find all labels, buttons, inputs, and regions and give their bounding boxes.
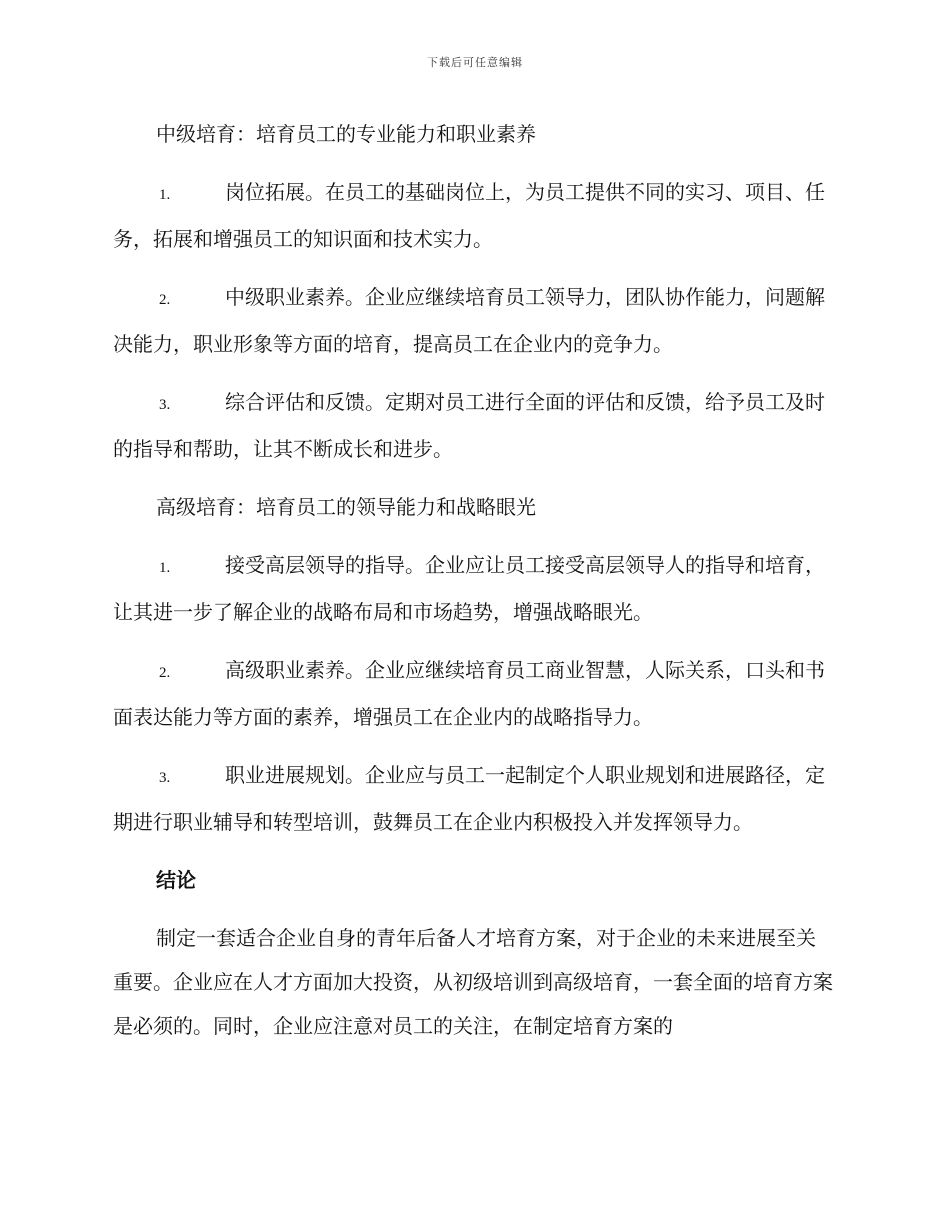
list-item-text: 高级职业素养。企业应继续培育员工商业智慧，人际关系，口头和书面表达能力等方面的素养，增强员工在企业内的战略指导力。 [113, 658, 825, 729]
document-body [113, 112, 833, 1062]
list-item [113, 753, 833, 844]
list-number: 3. [159, 397, 171, 413]
list-item [113, 543, 833, 634]
conclusion-heading: 结论 [156, 868, 196, 892]
section-title-intermediate: 中级培育：培育员工的专业能力和职业素养 [156, 122, 536, 146]
list-item-text: 职业进展规划。企业应与员工一起制定个人职业规划和进展路径，定期进行职业辅导和转型培训，鼓舞员工在企业内积极投入并发挥领导力。 [113, 763, 825, 834]
list-item [113, 275, 833, 366]
list-item [113, 648, 833, 739]
list-number: 1. [159, 560, 171, 576]
list-item-text: 岗位拓展。在员工的基础岗位上，为员工提供不同的实习、项目、任务，拓展和增强员工的知识面和技术实力。 [113, 180, 825, 251]
list-number: 2. [159, 665, 171, 681]
list-number: 3. [159, 770, 171, 786]
section-title-advanced: 高级培育：培育员工的领导能力和战略眼光 [156, 495, 536, 519]
list-number: 1. [159, 187, 171, 203]
list-item-text: 接受高层领导的指导。企业应让员工接受高层领导人的指导和培育，让其进一步了解企业的战略布局和市场趋势，增强战略眼光。 [113, 553, 825, 624]
list-item-text: 综合评估和反馈。定期对员工进行全面的评估和反馈，给予员工及时的指导和帮助，让其不断成长和进步。 [113, 390, 825, 461]
list-item [113, 170, 833, 261]
list-item [113, 380, 833, 471]
page-header-note: 下载后可任意编辑 [427, 56, 523, 69]
list-number: 2. [159, 292, 171, 308]
conclusion-paragraph: 制定一套适合企业自身的青年后备人才培育方案，对于企业的未来进展至关重要。企业应在人才方面加大投资，从初级培训到高级培育，一套全面的培育方案是必须的。同时，企业应注意对员工的关注，在制定培育方案的 [113, 926, 833, 1038]
list-item-text: 中级职业素养。企业应继续培育员工领导力，团队协作能力，问题解决能力，职业形象等方面的培育，提高员工在企业内的竞争力。 [113, 285, 825, 356]
